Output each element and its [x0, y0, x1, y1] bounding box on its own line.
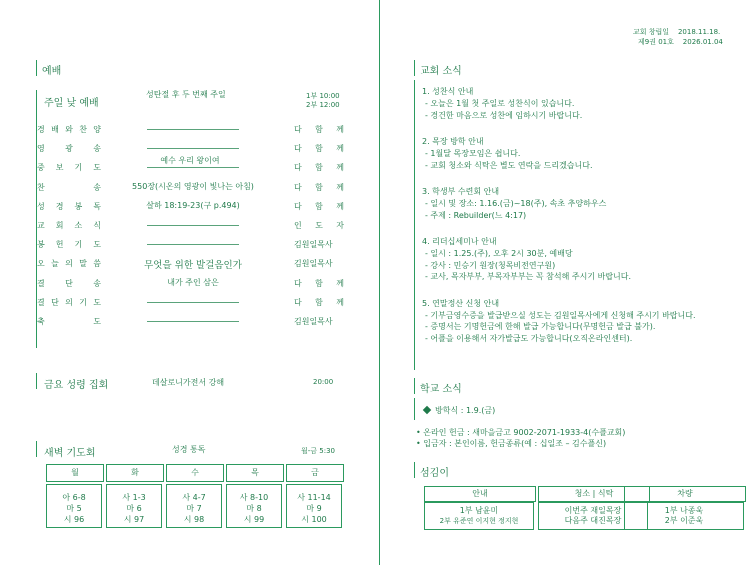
order-label-char: 봉	[37, 240, 45, 250]
worship-section-title: 예배	[42, 66, 62, 77]
service-bar	[414, 462, 415, 478]
news-item-title: 4. 리더십세미나 안내	[422, 237, 497, 246]
order-right-char: 함	[315, 278, 323, 288]
service-title: 섬김이	[420, 468, 449, 479]
order-label-char: 오	[37, 259, 45, 269]
dawn-reading: 사 4-7	[182, 493, 206, 502]
order-label-char: 결	[37, 297, 45, 307]
order-right-char: 께	[336, 144, 344, 154]
dawn-day-cell: 금	[286, 464, 344, 482]
worship-title-bar	[36, 60, 37, 76]
order-label-char: 와	[65, 125, 73, 134]
diamond-bullet-icon	[423, 406, 431, 414]
order-label-char: 찬	[37, 182, 45, 192]
dawn-reading: 마 5	[66, 504, 82, 513]
order-right-char: 께	[336, 182, 344, 192]
service-time-2: 2부 12:00	[306, 101, 340, 109]
order-right	[294, 297, 344, 308]
order-line	[147, 302, 239, 303]
order-label-char: 말	[79, 259, 87, 269]
order-right-char: 다	[294, 125, 302, 134]
order-right-char: 도	[315, 221, 323, 230]
news-item-title: 5. 연말정산 신청 안내	[422, 298, 500, 308]
news-item-line: - 일시 : 1.25.(주), 오후 2시 30분, 예배당	[425, 249, 573, 258]
news-title: 교회 소식	[420, 66, 462, 77]
order-label-char: 경	[37, 125, 45, 134]
order-label-char: 단	[51, 297, 59, 307]
dawn-reading-cell	[226, 484, 282, 528]
order-label-char: 성	[37, 201, 45, 211]
sunday-service-title: 주일 낮 예배	[44, 98, 99, 109]
order-label-char: 기	[74, 240, 83, 250]
news-item-line: - 어플을 이용해서 자가발급도 가능합니다(오직온라인센터).	[425, 333, 633, 343]
friday-subtitle: 데살로니가전서 강해	[152, 378, 225, 387]
order-right-char: 다	[294, 278, 302, 288]
dawn-reading: 시 100	[301, 515, 327, 524]
news-item-line: - 1월달 목장모임은 쉽니다.	[425, 149, 521, 158]
order-label	[37, 162, 101, 173]
order-label-char: 단	[65, 278, 73, 288]
order-label-char: 축	[37, 317, 45, 326]
news-item-line: - 교회 청소와 식탁은 별도 연락을 드리겠습니다.	[425, 160, 593, 170]
dawn-day-cell: 월	[46, 464, 104, 482]
service-head-cell: 차량	[624, 486, 746, 502]
order-right	[294, 162, 344, 173]
service-line-1: 1부 나종욱	[664, 506, 704, 515]
order-right	[294, 201, 344, 212]
dawn-reading: 마 6	[126, 504, 142, 513]
church-founding-label: 교회 창립일	[633, 28, 670, 36]
order-label	[37, 258, 101, 269]
order-line	[147, 148, 239, 149]
news-item-title: 3. 학생부 수련회 안내	[422, 187, 500, 196]
offering-line-1: • 온라인 헌금 : 새마을금고 9002-2071-1933-4(수플교회)	[416, 428, 626, 437]
order-right	[294, 124, 344, 135]
order-label	[37, 220, 101, 231]
order-right	[294, 143, 344, 154]
dawn-day-cell: 수	[166, 464, 224, 482]
order-right-char: 께	[336, 201, 344, 211]
school-title: 학교 소식	[420, 384, 462, 395]
order-right-char: 함	[315, 125, 323, 134]
church-founding-date: 2018.11.18.	[677, 28, 721, 36]
order-label-char: 도	[93, 297, 101, 307]
dawn-reading: 시 99	[243, 515, 265, 524]
order-label	[37, 182, 101, 193]
dawn-reading: 시 98	[183, 515, 205, 524]
issue-label: 제9권 01호	[638, 38, 674, 46]
order-right: 김원일목사	[294, 240, 333, 250]
page-divider	[379, 0, 380, 565]
order-label-char: 헌	[55, 240, 64, 250]
order-right-char: 함	[315, 201, 323, 211]
dawn-title: 새벽 기도회	[44, 448, 96, 459]
order-right: 김원일목사	[294, 317, 333, 326]
order-line	[147, 167, 239, 168]
service-head-cell: 안내	[424, 486, 536, 502]
dawn-bar	[36, 441, 37, 457]
order-right-char: 다	[294, 201, 302, 211]
order-right-char: 함	[315, 182, 323, 192]
order-line	[147, 321, 239, 322]
order-right-char: 께	[336, 297, 344, 307]
order-label-char: 회	[55, 221, 64, 230]
order-label-char: 송	[93, 182, 101, 192]
dawn-reading-cell	[46, 484, 102, 528]
order-label-char: 보	[55, 163, 64, 173]
order-label-char: 결	[37, 278, 45, 288]
dawn-reading: 마 8	[246, 504, 262, 513]
order-label-char: 배	[51, 125, 59, 134]
order-label-char: 교	[37, 221, 45, 230]
order-center: 550장(시온의 영광이 빛나는 아침)	[132, 181, 254, 191]
order-right-char: 함	[315, 297, 323, 307]
news-item-line: - 오늘은 1월 첫 주일로 성찬식이 있습니다.	[425, 99, 575, 108]
news-bar	[414, 60, 415, 76]
order-label-char: 영	[37, 144, 45, 154]
dawn-reading: 사 1-3	[122, 493, 146, 502]
order-label-char: 기	[74, 163, 83, 173]
order-right-char: 다	[294, 182, 302, 192]
order-label-char: 도	[93, 163, 101, 173]
order-right-char: 함	[315, 144, 323, 154]
friday-bar	[36, 373, 37, 389]
order-label-char: 중	[37, 163, 45, 173]
dawn-reading: 사 11-14	[297, 493, 331, 502]
order-label-char: 의	[65, 297, 73, 307]
order-label-char: 양	[93, 125, 101, 134]
order-label	[37, 316, 101, 327]
service-line-1: 1부 남윤미	[459, 506, 499, 515]
order-right-char: 함	[315, 163, 323, 173]
dawn-reading: 시 96	[63, 515, 85, 524]
order-right-char: 자	[336, 221, 344, 230]
service-body-cell	[424, 502, 534, 530]
service-line-2: 2부 이준욱	[664, 516, 704, 525]
dawn-reading: 시 97	[123, 515, 145, 524]
order-right-char: 께	[336, 163, 344, 173]
school-item-text: 방학식 : 1.9.(금)	[435, 406, 496, 415]
news-item-title: 1. 성찬식 안내	[422, 87, 474, 96]
issue-info	[638, 37, 723, 47]
offering-line-2: • 입금자 : 본인이름, 헌금종류(예 : 십일조 – 김수플신)	[416, 439, 607, 448]
order-right-char: 께	[336, 278, 344, 288]
service-line-2: 2부 유준연 이지현 정지현	[439, 517, 519, 525]
news-item-line: - 경건한 마음으로 성찬에 임하시기 바랍니다.	[425, 110, 583, 120]
order-label-char: 경	[55, 201, 64, 211]
order-label-char: 도	[93, 240, 101, 250]
order-center: 살하 18:19-23(구 p.494)	[146, 200, 240, 210]
order-right-char: 다	[294, 163, 302, 173]
church-founding	[633, 27, 720, 37]
sunday-subtitle: 성탄절 후 두 번째 주일	[146, 90, 226, 99]
news-item-line: - 증명서는 기명헌금에 한해 발급 가능합니다(무명헌금 발급 불가).	[425, 322, 656, 331]
service-time-1: 1부 10:00	[306, 92, 340, 100]
service-line-1: 이번주 재일목장	[564, 506, 622, 515]
order-label	[37, 124, 101, 135]
dawn-reading-cell	[106, 484, 162, 528]
order-label-char: 봉	[74, 201, 83, 211]
order-label-char: 소	[74, 221, 83, 230]
news-item-line: - 일시 및 장소: 1.16.(금)~18(주), 속초 추양하우스	[425, 199, 607, 208]
news-item-title: 2. 목장 방학 안내	[422, 137, 484, 146]
news-item-line: - 기부금영수증을 발급받으실 성도는 김원일목사에게 신청해 주시기 바랍니다.	[425, 310, 696, 320]
school-item	[424, 405, 495, 416]
news-item-line: - 강사 : 민승기 원장(청목비전연구원)	[425, 260, 556, 270]
order-right-char: 다	[294, 297, 302, 307]
news-item-line: - 교사, 목자부부, 부목자부부는 꼭 참석해 주시기 바랍니다.	[425, 272, 632, 281]
order-label-char: 도	[93, 317, 101, 326]
dawn-time: 월-금 5:30	[301, 447, 335, 455]
order-label-char: 송	[93, 144, 101, 154]
order-label	[37, 278, 101, 289]
order-right-char: 께	[336, 125, 344, 134]
order-label-char: 광	[65, 144, 73, 154]
order-right: 김원일목사	[294, 259, 333, 269]
dawn-reading: 마 9	[306, 504, 322, 513]
order-label-char: 송	[93, 278, 101, 288]
order-label-char: 식	[93, 221, 101, 230]
order-right-char: 다	[294, 144, 302, 154]
order-right-char: 인	[294, 221, 302, 230]
order-label	[37, 201, 101, 212]
order-right	[294, 220, 344, 231]
order-right	[294, 278, 344, 289]
friday-title: 금요 성령 집회	[44, 380, 109, 391]
friday-time: 20:00	[313, 378, 334, 386]
news-body-bar	[414, 80, 415, 370]
dawn-reading-cell	[286, 484, 342, 528]
dawn-reading-cell	[166, 484, 222, 528]
dawn-day-cell: 화	[106, 464, 164, 482]
school-body-bar	[414, 398, 415, 420]
order-center: 내가 주인 삼은	[167, 277, 219, 287]
order-label-char: 찬	[79, 125, 87, 134]
school-bar	[414, 378, 415, 394]
order-center: 예수 우리 왕이여	[160, 156, 220, 166]
dawn-reading: 아 6-8	[62, 493, 86, 502]
order-center: 무엇을 위한 발걸음인가	[144, 260, 242, 272]
order-label	[37, 297, 101, 308]
order-label	[37, 143, 101, 154]
order-label-char: 의	[65, 259, 73, 269]
issue-date: 2026.01.04	[682, 38, 723, 46]
order-line	[147, 225, 239, 226]
order-line	[147, 129, 239, 130]
dawn-subtitle: 성경 통독	[172, 445, 206, 454]
dawn-reading: 마 7	[186, 504, 202, 513]
order-label-char: 기	[79, 297, 87, 307]
dawn-day-cell: 목	[226, 464, 284, 482]
service-body-cell	[624, 502, 744, 530]
order-label	[37, 239, 101, 250]
order-line	[147, 244, 239, 245]
service-line-2: 다음주 대진목장	[564, 516, 622, 525]
dawn-reading: 사 8-10	[239, 493, 269, 502]
news-item-line: - 주제 : Rebuilder(느 4:17)	[425, 210, 527, 220]
order-right	[294, 182, 344, 193]
order-label-char: 독	[93, 201, 101, 211]
order-label-char: 씀	[93, 259, 101, 269]
order-label-char: 늘	[51, 259, 59, 269]
service-head-cell: 청소 | 식탁	[538, 486, 650, 502]
